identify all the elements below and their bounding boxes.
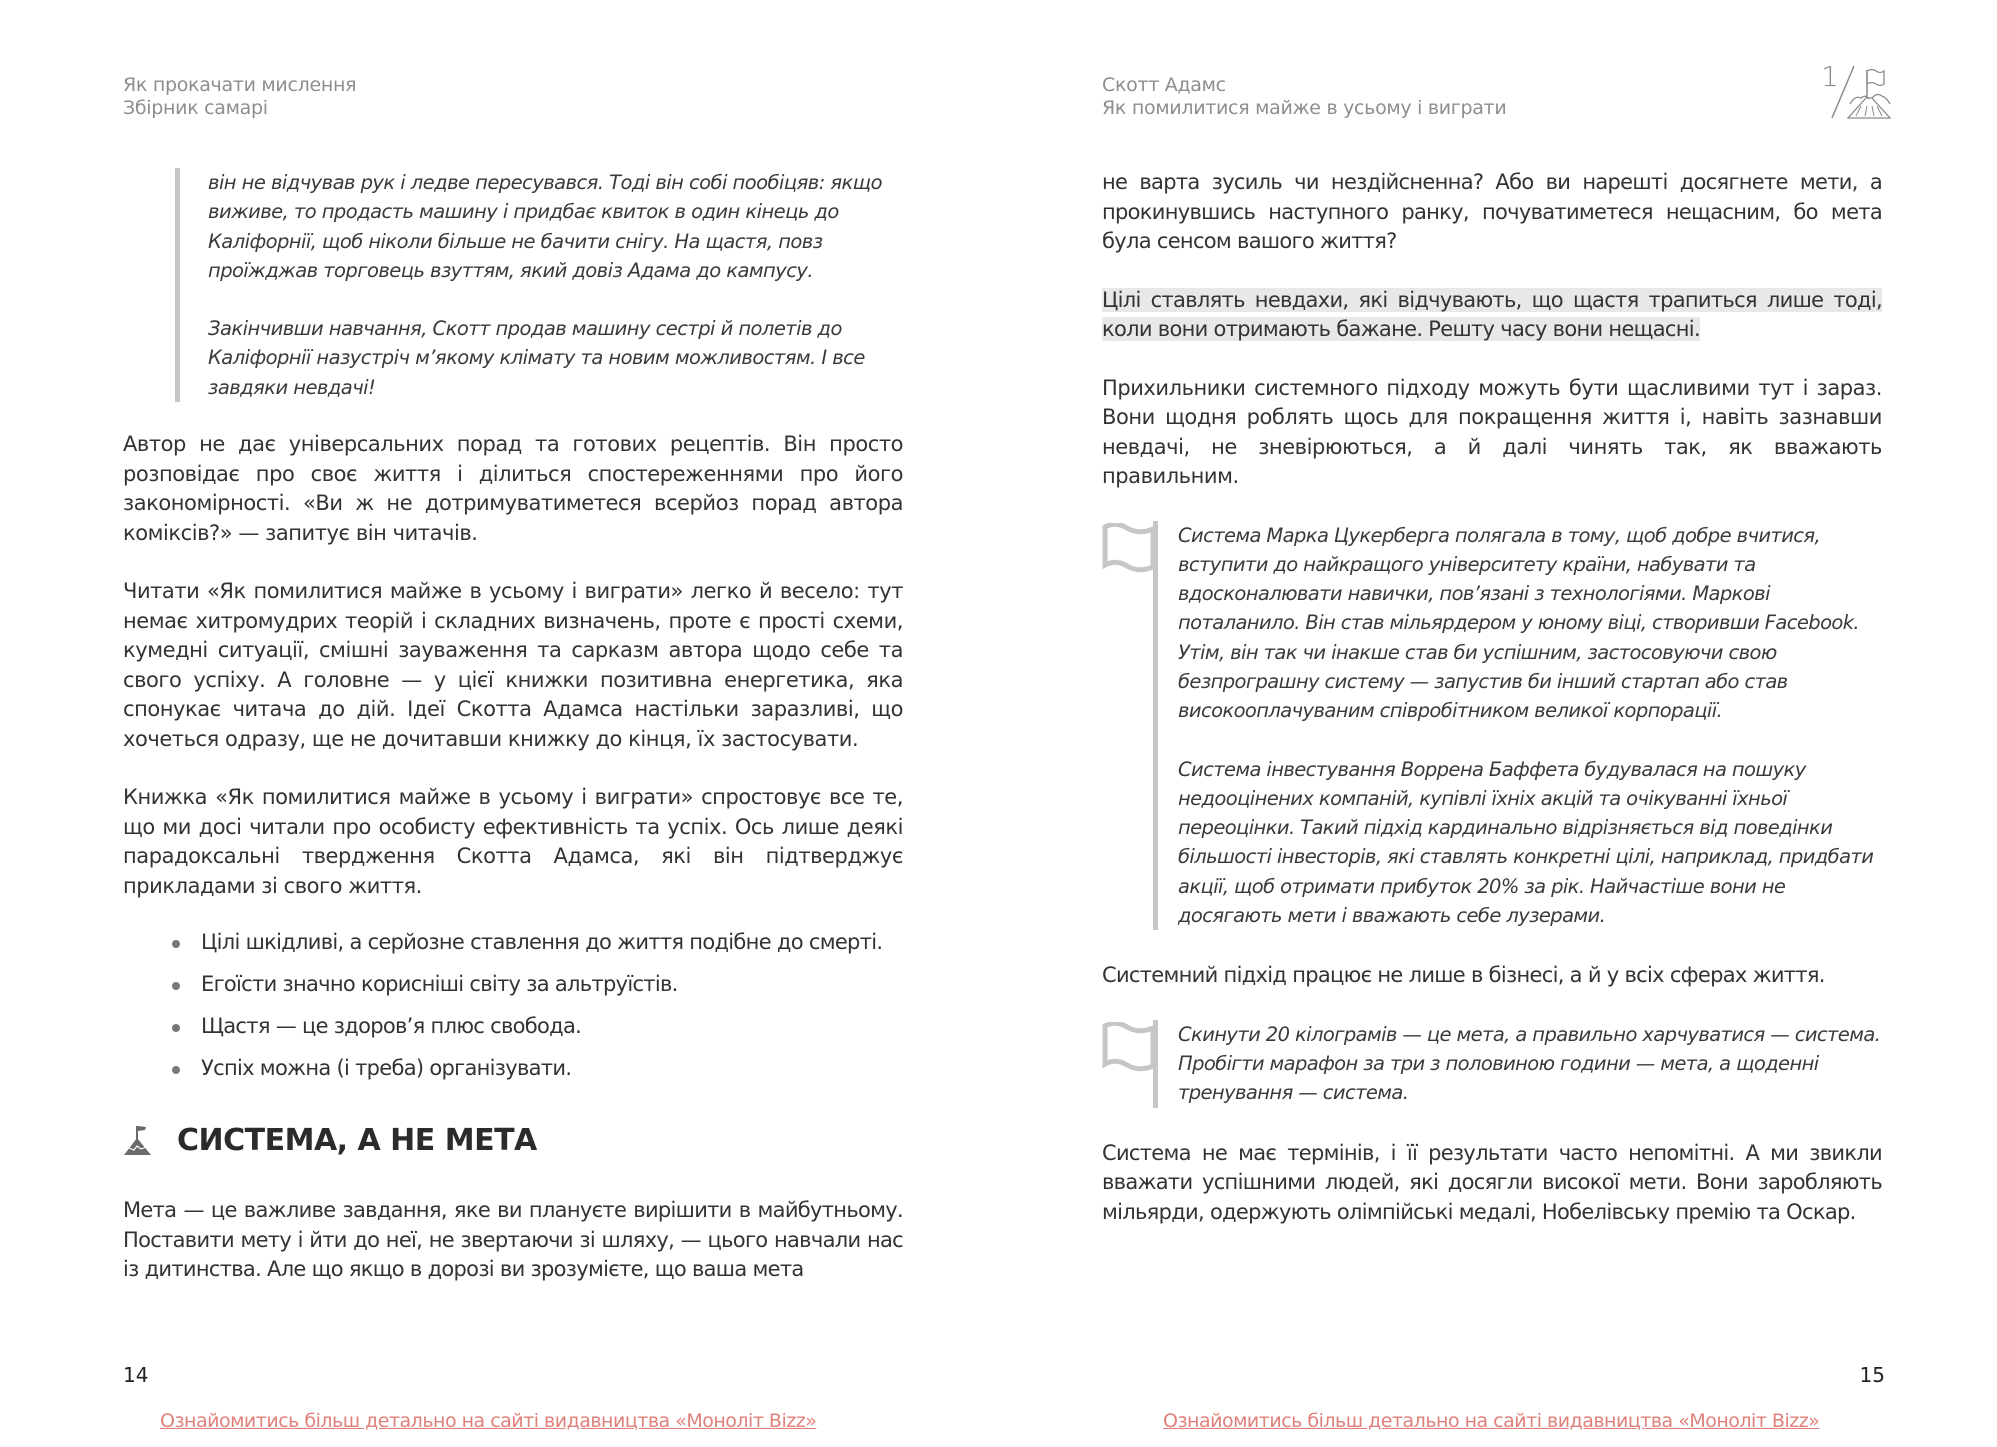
body-paragraph: Читати «Як помилитися майже в усьому і виграти» легко й весело: тут немає хитромудрих теорій і складних визначень, проте є прості схеми, кумедні ситуації, смішні зауваження та сарказм автора щодо себе та свого успіху. А головне — у цієї книжки позитивна енергетика, яка спонукає читача до дій. Ідеї Скотта Адамса настільки заразливі, що хочеться одразу, ще не дочитавши книжку до кінця, їх застосувати. xyxy=(123,579,903,751)
list-item xyxy=(168,1054,903,1083)
list-item-text: Егоїсти значно корисніші світу за альтруїстів. xyxy=(201,972,678,997)
highlighted-quote xyxy=(1102,286,1882,345)
author-name: Скотт Адамс xyxy=(1102,74,1226,96)
body-paragraph: Автор не дає універсальних порад та готових рецептів. Він просто розповідає про своє життя і ділиться спостереженнями про його закономірності. «Ви ж не дотримуватиметеся всерйоз порад автора коміксів?» — запитує він читачів. xyxy=(123,432,903,545)
story-quote-block xyxy=(175,168,903,402)
body-paragraph: Системний підхід працює не лише в бізнесі, а й у всіх сферах життя. xyxy=(1102,963,1825,988)
body-paragraph: Мета — це важливе завдання, яке ви плануєте вирішити в майбутньому. Поставити мету і йти до неї, не звертаючи зі шляху, — цього навчали нас із дитинства. Але що якщо в дорозі ви зрозумієте, що ваша мета xyxy=(123,1198,903,1282)
quote-paragraph: Система Марка Цукерберга полягала в тому, щоб добре вчитися, вступити до найкращого університету країни, набувати та вдосконалювати навички, пов’язані з технологіями. Маркові поталанило. Він став мільярдером у юному віці, створивши Facebook. Утім, він так чи інакше став би успішним, застосовуючи свою безпрограшну систему — запустив би інший стартап або став високооплачуваним співробітником великої корпорації. xyxy=(1178,523,1860,723)
flag-icon xyxy=(1102,523,1158,575)
collection-title: Як прокачати мислення xyxy=(123,74,357,96)
left-column xyxy=(123,168,903,1314)
list-item xyxy=(168,928,903,957)
bullet-icon xyxy=(172,1066,180,1074)
right-page xyxy=(998,0,1997,1447)
right-column xyxy=(1102,168,1882,1256)
book-title: Як помилитися майже в усьому і виграти xyxy=(1102,97,1507,119)
chapter-number: 1 xyxy=(1821,62,1839,93)
list-item xyxy=(168,1012,903,1041)
bullet-icon xyxy=(172,940,180,948)
quote-paragraph: Закінчивши навчання, Скотт продав машину сестрі й полетів до Каліфорнії назустріч м’якому клімату та новим можливостям. І все завдяки невдачі! xyxy=(208,317,865,399)
section-heading xyxy=(123,1123,903,1159)
example-quote-block xyxy=(1102,521,1882,931)
publisher-link[interactable]: Ознайомитись більш детально на сайті видавництва «Моноліт Bizz» xyxy=(160,1410,817,1432)
running-head-left xyxy=(123,74,356,120)
list-item xyxy=(168,970,903,999)
example-quote-block xyxy=(1102,1020,1882,1108)
mountain-summit-flag-icon xyxy=(1820,62,1900,120)
highlighted-text: Цілі ставлять невдахи, які відчувають, що щастя трапиться лише тоді, коли вони отримають бажане. Решту часу вони нещасні. xyxy=(1102,287,1882,341)
quote-paragraph: він не відчував рук і ледве пересувався. Тоді він собі пообіцяв: якщо виживе, то продасть машину і придбає квиток в один кінець до Каліфорнії, щоб ніколи більше не бачити снігу. На щастя, повз проїжджав торговець взуттям, який довіз Адама до кампусу. xyxy=(208,171,882,282)
list-item-text: Цілі шкідливі, а серйозне ставлення до життя подібне до смерті. xyxy=(201,930,883,955)
body-paragraph: Система не має термінів, і її результати часто непомітні. А ми звикли вважати успішними людей, які досягли високої мети. Вони заробляють мільярди, одержують олімпійські медалі, Нобелівську премію та Оскар. xyxy=(1102,1140,1882,1224)
quote-bar xyxy=(1153,521,1158,931)
body-paragraph: не варта зусиль чи нездійсненна? Або ви нарешті досягнете мети, а прокинувшись наступного ранку, почуватиметеся нещасним, бо мета була сенсом вашого життя? xyxy=(1102,170,1882,253)
list-item-text: Щастя — це здоров’я плюс свобода. xyxy=(201,1014,582,1039)
collection-subtitle: Збірник самарі xyxy=(123,97,268,119)
page-number: 14 xyxy=(123,1363,149,1387)
left-page xyxy=(0,0,998,1447)
quote-paragraph: Скинути 20 кілограмів — це мета, а правильно харчуватися — система. Пробігти марафон за три з половиною години — мета, а щоденні тренування — система. xyxy=(1178,1022,1881,1105)
body-paragraph: Прихильники системного підходу можуть бути щасливими тут і зараз. Вони щодня роблять щось для покращення життя і, навіть зазнавши невдачі, не зневірюються, а й далі чинять так, як вважають правильним. xyxy=(1102,375,1882,488)
list-item-text: Успіх можна (і треба) організувати. xyxy=(201,1056,572,1081)
bullet-icon xyxy=(172,1024,180,1032)
running-head-right xyxy=(1102,74,1506,120)
section-title: СИСТЕМА, А НЕ МЕТА xyxy=(177,1123,537,1159)
paradox-claims-list xyxy=(123,928,903,1083)
body-paragraph: Книжка «Як помилитися майже в усьому і виграти» спростовує все те, що ми досі читали про особисту ефективність та успіх. Ось лише деякі парадоксальні твердження Скотта Адамса, які він підтверджує прикладами зі свого життя. xyxy=(123,785,903,898)
publisher-link[interactable]: Ознайомитись більш детально на сайті видавництва «Моноліт Bizz» xyxy=(1163,1410,1820,1432)
flag-icon xyxy=(1102,1022,1158,1074)
page-number: 15 xyxy=(1859,1363,1885,1387)
bullet-icon xyxy=(172,982,180,990)
chapter-mark xyxy=(1820,62,1900,120)
mountain-flag-icon xyxy=(123,1125,153,1157)
quote-paragraph: Система інвестування Воррена Баффета будувалася на пошуку недооцінених компаній, купівлі їхніх акцій та очікуванні їхньої переоцінки. Такий підхід кардинально відрізняється від поведінки більшості інвесторів, які ставлять конкретні цілі, наприклад, придбати акції, щоб отримати прибуток 20% за рік. Найчастіше вони не досягають мети і вважають себе лузерами. xyxy=(1178,757,1874,928)
